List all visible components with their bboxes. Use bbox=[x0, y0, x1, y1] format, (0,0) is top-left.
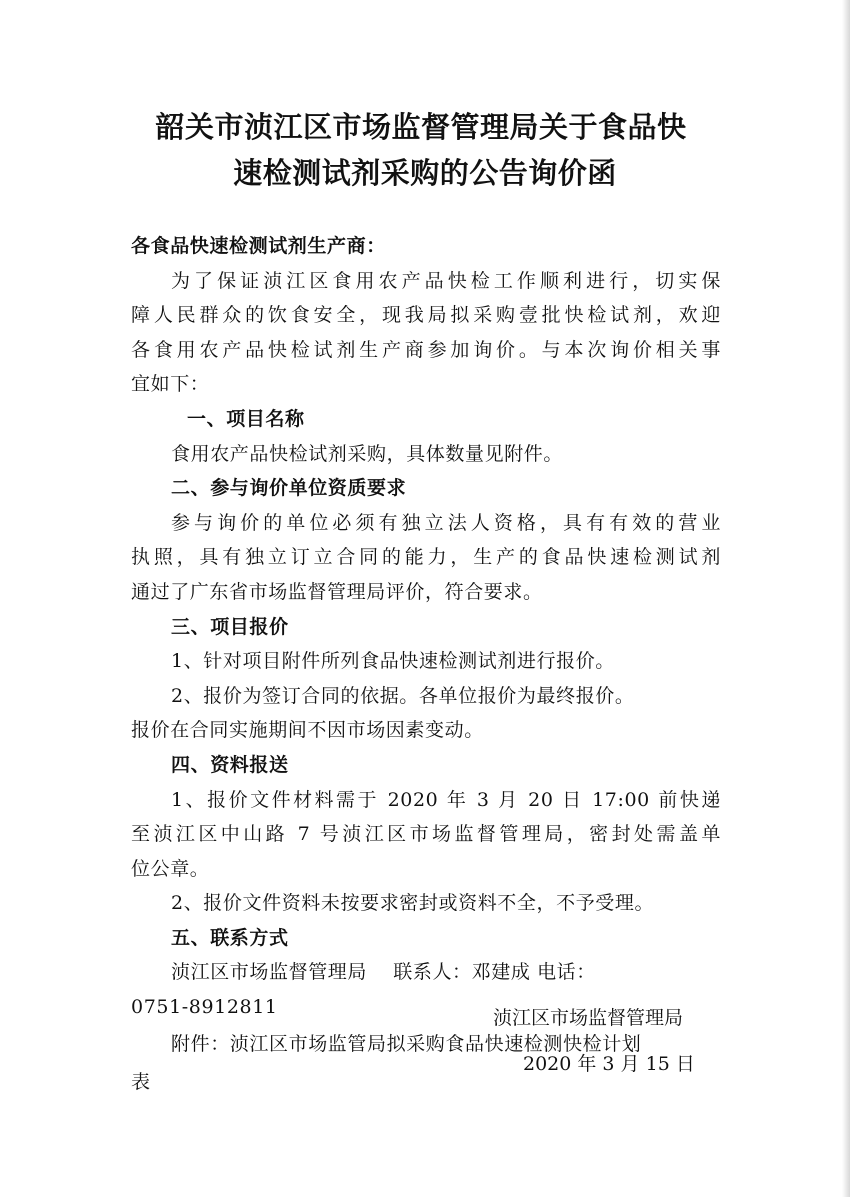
signature-org: 浈江区市场监督管理局 bbox=[493, 1007, 684, 1029]
section-3-item-2-line-1: 2、报价为签订合同的依据。各单位报价为最终报价。 bbox=[171, 684, 635, 707]
contact-line: 浈江区市场监督管理局 联系人：邓建成 电话： bbox=[171, 961, 596, 984]
intro-line-2: 障人民群众的饮食安全，现我局拟采购壹批快检试剂，欢迎 bbox=[131, 304, 721, 327]
section-3-item-2-line-2: 报价在合同实施期间不因市场因素变动。 bbox=[131, 719, 484, 742]
section-4-heading: 四、资料报送 bbox=[171, 753, 289, 776]
section-2-line-1: 参与询价的单位必须有独立法人资格，具有有效的营业 bbox=[171, 511, 721, 534]
section-3-item-1: 1、针对项目附件所列食品快速检测试剂进行报价。 bbox=[171, 650, 615, 673]
document-body bbox=[131, 229, 721, 1100]
attachment-line-2: 表 bbox=[131, 1071, 151, 1094]
intro-line-4: 宜如下： bbox=[131, 373, 210, 396]
document-title bbox=[0, 104, 850, 196]
section-1-heading: 一、项目名称 bbox=[187, 407, 305, 430]
section-5-heading: 五、联系方式 bbox=[171, 926, 289, 949]
title-line-1: 韶关市浈江区市场监督管理局关于食品快 bbox=[155, 110, 687, 144]
signature-date: 2020 年 3 月 15 日 bbox=[523, 1053, 695, 1075]
section-2-heading: 二、参与询价单位资质要求 bbox=[171, 477, 407, 500]
section-2-line-3: 通过了广东省市场监督管理局评价，符合要求。 bbox=[131, 580, 543, 603]
contact-phone: 0751-8912811 bbox=[131, 996, 278, 1019]
section-2-line-2: 执照，具有独立订立合同的能力，生产的食品快速检测试剂 bbox=[131, 546, 721, 569]
section-4-item-1-line-2: 至浈江区中山路 7 号浈江区市场监督管理局，密封处需盖单 bbox=[131, 823, 721, 846]
section-4-item-1-line-3: 位公章。 bbox=[131, 857, 210, 880]
salutation: 各食品快速检测试剂生产商： bbox=[131, 235, 386, 257]
attachment-line-1: 附件：浈江区市场监管局拟采购食品快速检测快检计划 bbox=[171, 1032, 642, 1055]
section-4-item-2: 2、报价文件资料未按要求密封或资料不全，不予受理。 bbox=[171, 892, 655, 915]
section-3-heading: 三、项目报价 bbox=[171, 615, 289, 638]
title-line-2: 速检测试剂采购的公告询价函 bbox=[233, 156, 617, 190]
intro-line-3: 各食用农产品快检试剂生产商参加询价。与本次询价相关事 bbox=[131, 338, 721, 361]
section-4-item-1-line-1: 1、报价文件材料需于 2020 年 3 月 20 日 17:00 前快递 bbox=[171, 788, 721, 811]
intro-line-1: 为了保证浈江区食用农产品快检工作顺利进行，切实保 bbox=[171, 269, 721, 292]
section-1-text: 食用农产品快检试剂采购，具体数量见附件。 bbox=[171, 442, 564, 465]
